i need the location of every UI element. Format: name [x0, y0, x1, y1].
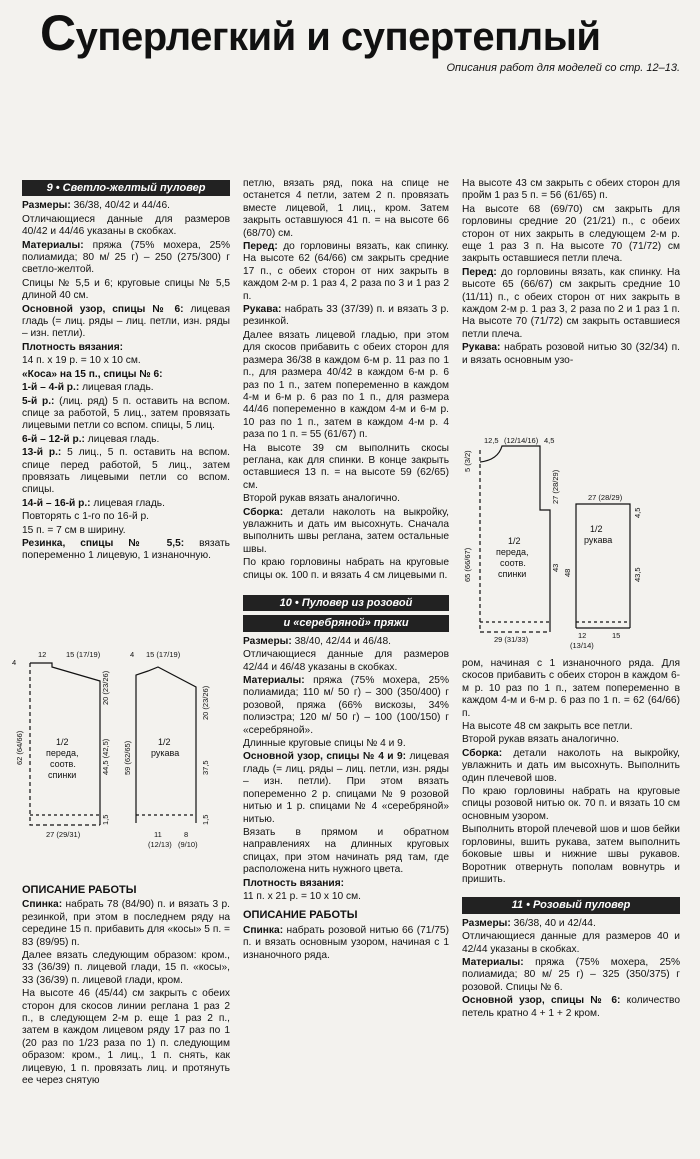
part-label: соотв.	[50, 759, 76, 769]
pattern-text: лицевая гладь (= лиц. ряды – лиц. петли, изн. ряды – изн. петли). При этом вязать попеременно 2 р. спицами № 9 розовой нитью и 1 р. спицами № 4 «серебряной» нитью.	[243, 751, 449, 825]
pattern-paragraph	[243, 751, 449, 825]
title-initial: С	[40, 5, 76, 61]
dim-text: 8	[184, 830, 189, 839]
pattern-schematic-9	[8, 645, 232, 863]
part-label: переда,	[496, 547, 529, 557]
front-paragraph	[243, 241, 449, 303]
part-label: 1/2	[56, 737, 69, 747]
row-label: 5-й р.:	[22, 395, 55, 407]
work-description-title: ОПИСАНИЕ РАБОТЫ	[22, 884, 137, 896]
assembly-paragraph	[462, 748, 680, 785]
dim-text: (9/10)	[178, 840, 198, 849]
materials-paragraph	[462, 957, 680, 994]
paragraph: петлю, вязать ряд, пока на спице не останется 4 петли, затем 2 п. провязать вместе лицевой, 1 лиц., кром. Затем закрыть оставшуюся 41 п. = на высоте 66 (68/70) см.	[243, 178, 449, 239]
row-text: (лиц. ряд) 5 п. оставить на вспом. спице за работой, 5 лиц., затем провязать лицевыми петли со вспом. спицы, 5 лиц.	[22, 395, 230, 432]
dim-text: 12,5	[484, 436, 499, 445]
pattern-label: Основной узор, спицы № 6:	[22, 303, 184, 315]
part-label: 1/2	[158, 737, 171, 747]
dim-text: 48	[563, 568, 572, 577]
dim-text: 5 (3/2)	[463, 450, 472, 472]
part-label: рукава	[584, 535, 613, 545]
dim-text: 37,5	[201, 760, 210, 775]
back-label: Спинка:	[22, 899, 63, 911]
back-label: Спинка:	[243, 924, 284, 936]
sizes-paragraph	[22, 200, 230, 212]
sizes-note: Отличающиеся данные для размеров 42/44 и 46/48 указаны в скобках.	[243, 649, 449, 673]
row-label: 6-й – 12-й р.:	[22, 433, 85, 445]
pattern-schematic-10	[458, 432, 688, 654]
needles-text: Спицы № 5,5 и 6; круговые спицы № 5,5 длиной 40 см.	[22, 277, 230, 302]
materials-text: пряжа (75% мохера, 25% полиамида; 80 м/ 25 г) – 325 (350/375) г розовой. Спицы № 6.	[462, 956, 680, 993]
paragraph: Второй рукав вязать аналогично.	[243, 493, 401, 505]
dim-text: 4	[130, 650, 135, 659]
sleeves-text: набрать 33 (37/39) п. и вязать 3 р. резинкой.	[243, 304, 449, 328]
paragraph: На высоте 48 см закрыть все петли.	[462, 721, 633, 733]
dim-text: (12/13)	[148, 840, 172, 849]
dim-text: 12	[578, 631, 587, 640]
part-label: 1/2	[508, 536, 521, 546]
page-title	[40, 5, 601, 61]
materials-paragraph	[243, 675, 449, 737]
width-text: 15 п. = 7 см в ширину.	[22, 524, 126, 536]
sizes-label: Размеры:	[243, 635, 292, 647]
model-9-heading: 9 • Светло-желтый пуловер	[22, 180, 230, 196]
paragraph: Выполнить второй плечевой шов и шов бейки горловины, вшить рукава, затем выполнить боковые швы и нижние швы рукавов. Воротник отвернуть пополам вовнутрь и пришить.	[462, 824, 680, 885]
diagram-model-9	[8, 645, 232, 863]
row-text: 5 лиц., 5 п. оставить на вспом. спице перед работой, 5 лиц., затем провязать лицевыми петли со вспом. спицы.	[22, 447, 230, 496]
materials-label: Материалы:	[462, 956, 524, 968]
needles-text: Длинные круговые спицы № 4 и 9.	[243, 738, 406, 750]
column-3-lower	[462, 658, 680, 1021]
pattern-text: количество петель кратно 4 + 1 + 2 кром.	[462, 995, 680, 1019]
dim-text: 27 (28/29)	[588, 493, 623, 502]
paragraph: Вязать в прямом и обратном направлениях на длинных круговых спицах, при этом начинать ряд там, где расположена нить нужного цвета.	[243, 826, 449, 876]
density-label: Плотность вязания:	[22, 341, 124, 353]
row-label: 1-й – 4-й р.:	[22, 382, 80, 394]
sizes-label: Размеры:	[462, 917, 511, 929]
dim-text: 15 (17/19)	[146, 650, 181, 659]
title-rest: уперлегкий и супертеплый	[75, 15, 601, 59]
front-label: Перед:	[462, 266, 497, 278]
dim-text: (12/14/16)	[504, 436, 539, 445]
sizes-paragraph	[243, 636, 449, 648]
paragraph: На высоте 46 (45/44) см закрыть с обеих сторон для скосов линии реглана 1 раз 2 п., в следующем 2-м р. еще 1 раз 2 п., затем в каждом лицевом ряду 17 раз по 1 (20 раз по 1/23 раза по 1) п. следующим образом: кром., 1 лиц., 1 п. снять, как лицевую, 1 п. провязать лиц. и протянуть ее через снятую	[22, 988, 230, 1087]
dim-text: 29 (31/33)	[494, 635, 529, 644]
column-1	[22, 178, 230, 564]
model-10-heading-line-2: и «серебряной» пряжи	[243, 615, 449, 631]
column-3	[462, 178, 680, 368]
paragraph: ром, начиная с 1 изнаночного ряда. Для скосов прибавить с обеих сторон в каждом 6-м р. 10 раз по 1 п., затем попеременно в каждом 4-м и 6-м р. 6 раз по 1 п. = 62 (64/66) п.	[462, 658, 680, 719]
row-label: 14-й – 16-й р.:	[22, 497, 91, 509]
row-13	[22, 447, 230, 497]
sizes-text: 38/40, 42/44 и 46/48.	[291, 635, 391, 647]
front-text: до горловины вязать, как спинку. На высоте 65 (66/67) см закрыть средние 10 (11/11) п., с обеих сторон от них закрыть в каждом 2-м р. 1 раз 3, 2 раза по 2 и 1 раз 1 п. На высоте 70 (71/72) см закрыть оставшиеся петли плеча.	[462, 266, 680, 340]
dim-text: 20 (23/26)	[201, 685, 210, 720]
pattern-label: Основной узор, спицы № 6:	[462, 995, 621, 1007]
rib-text: вязать попеременно 1 лицевую, 1 изнаночную.	[22, 537, 230, 562]
pattern-label: Основной узор, спицы № 4 и 9:	[243, 751, 407, 763]
materials-paragraph	[22, 240, 230, 277]
paragraph: На высоте 39 см выполнить скосы реглана, как для спинки. В конце закрыть оставшиеся 13 п. = на высоте 59 (62/65) см.	[243, 442, 449, 491]
front-paragraph	[462, 267, 680, 341]
paragraph: Второй рукав вязать аналогично.	[462, 734, 620, 746]
row-1-4	[22, 382, 230, 394]
part-label: 1/2	[590, 524, 603, 534]
dim-text: 43	[551, 563, 560, 572]
sizes-note: Отличающиеся данные для размеров 40 и 42/44 указаны в скобках.	[462, 931, 680, 955]
pattern-paragraph	[22, 304, 230, 341]
density-label: Плотность вязания:	[243, 877, 345, 889]
model-11-heading: 11 • Розовый пуловер	[462, 897, 680, 913]
materials-text: пряжа (75% мохера, 25% полиамида; 80 м/ 25 г) – 250 (275/300) г светло-желтой.	[22, 239, 230, 276]
materials-label: Материалы:	[22, 239, 84, 251]
sleeves-label: Рукава:	[243, 304, 282, 316]
row-text: лицевая гладь.	[90, 497, 165, 509]
dim-text: 27 (29/31)	[46, 830, 81, 839]
column-1-lower	[22, 878, 230, 1089]
dim-text: 62 (64/66)	[15, 730, 24, 765]
work-description-title: ОПИСАНИЕ РАБОТЫ	[243, 909, 358, 922]
dim-text: 4,5	[633, 507, 642, 518]
model-10-heading-line-1: 10 • Пуловер из розовой	[243, 595, 449, 611]
paragraph: По краю горловины набрать на круговые спицы ок. 100 п. и вязать 4 см лицевыми п.	[243, 557, 449, 581]
dim-text: 44,5 (42,5)	[101, 738, 110, 775]
pattern-text: лицевая гладь (= лиц. ряды – лиц. петли, изн. ряды – изн. петли).	[22, 303, 230, 340]
part-label: соотв.	[500, 558, 526, 568]
density-text: 14 п. х 19 р. = 10 х 10 см.	[22, 355, 141, 367]
row-text: лицевая гладь.	[84, 433, 160, 445]
back-text: набрать розовой нитью 66 (71/75) п. и вязать основным узором, начиная с 1 изнаночного ряда.	[243, 924, 449, 961]
sizes-text: 36/38, 40 и 42/44.	[510, 917, 596, 929]
column-2	[243, 178, 449, 963]
sizes-paragraph	[462, 918, 680, 930]
sleeves-paragraph	[462, 342, 680, 367]
row-5	[22, 396, 230, 433]
rib-paragraph	[22, 538, 230, 563]
assembly-text: детали наколоть на выкройку, увлажнить и дать им высохнуть. Выполнить один плечевой шов.	[462, 747, 680, 784]
paragraph: Далее вязать следующим образом: кром., 33 (36/39) п. лицевой глади, 15 п. «косы», 33 (36/39) п. лицевой глади, кром.	[22, 950, 230, 986]
back-paragraph	[243, 925, 449, 962]
dim-text: 20 (23/26)	[101, 670, 110, 705]
assembly-label: Сборка:	[243, 506, 284, 518]
back-paragraph	[22, 899, 230, 949]
paragraph: На высоте 43 см закрыть с обеих сторон для пройм 1 раз 5 п. = 56 (61/65) п.	[462, 178, 680, 202]
dim-text: 59 (62/65)	[123, 740, 132, 775]
part-label: спинки	[498, 569, 527, 579]
assembly-paragraph	[243, 507, 449, 557]
pattern-paragraph	[462, 995, 680, 1020]
sleeves-label: Рукава:	[462, 342, 501, 354]
sleeves-text: набрать розовой нитью 30 (32/34) п. и вязать основным узо-	[462, 342, 680, 366]
page-subtitle: Описания работ для моделей со стр. 12–13.	[446, 62, 680, 74]
materials-text: пряжа (75% мохера, 25% полиамида; 110 м/ 50 г) – 300 (350/400) г розовой, пряжа (66% вискозы, 34% полиэстра; 120 м/ 50 г) – 100 (100/150) г «серебряной».	[243, 675, 449, 736]
front-label: Перед:	[243, 241, 278, 253]
dim-text: 1,5	[201, 814, 210, 825]
back-text: набрать 78 (84/90) п. и вязать 3 р. резинкой, при этом в последнем ряду на середине 15 п. прибавить для «косы» 5 п. = 83 (89/95) п.	[22, 899, 230, 948]
assembly-label: Сборка:	[462, 747, 503, 759]
diagram-model-10	[458, 432, 688, 654]
row-14-16	[22, 498, 230, 510]
paragraph: На высоте 68 (69/70) см закрыть для горловины средние 20 (21/21) п., с обеих сторон от них закрыть в следующем 2-м р. еще 1 раз 3 п. На высоте 70 (71/72) см закрыть оставшиеся петли плеча.	[462, 203, 680, 265]
dim-text: 15	[612, 631, 621, 640]
dim-text: 43,5	[633, 567, 642, 582]
paragraph: Далее вязать лицевой гладью, при этом для скосов прибавить с обеих сторон для размера 36/38 в каждом 6-м р. 11 раз по 1 п., для размера 40/42 в каждом 6-м р. 6 раз по 1 п., затем попеременно в каждом 4-м и 6-м р. 6 раз по 1 п., для размера 44/46 попеременно в каждом 4-м и 6-м р. 10 раз по 1 п., затем в каждом 4-м р. 4 раза по 1 п. = 55 (61/67) п.	[243, 329, 449, 441]
dim-text: 27 (28/29)	[551, 469, 560, 504]
part-label: рукава	[151, 748, 180, 758]
assembly-text: детали наколоть на выкройку, увлажнить и дать им высохнуть. Сначала выполнить швы реглана, затем остальные швы.	[243, 506, 449, 555]
repeat-text: Повторять с 1-го по 16-й р.	[22, 511, 149, 523]
rib-label: Резинка, спицы № 5,5:	[22, 537, 185, 549]
row-6-12	[22, 434, 230, 446]
materials-label: Материалы:	[243, 675, 305, 687]
dim-text: 65 (66/67)	[463, 547, 472, 582]
kosa-label: «Коса» на 15 п., спицы № 6:	[22, 368, 163, 380]
dim-text: 15 (17/19)	[66, 650, 101, 659]
dim-text: 4	[12, 658, 17, 667]
sleeves-paragraph	[243, 304, 449, 329]
density-text: 11 п. х 21 р. = 10 х 10 см.	[243, 890, 361, 902]
dim-text: 4,5	[544, 436, 555, 445]
front-text: до горловины вязать, как спинку. На высоте 62 (64/66) см закрыть средние 17 п., с обеих сторон от них закрыть в каждом 2-м р. 1 раз 4, 2 раза по 3 и 1 раз 2 п.	[243, 241, 449, 302]
row-label: 13-й р.:	[22, 447, 62, 459]
sizes-text: 36/38, 40/42 и 44/46.	[70, 200, 170, 212]
dim-text: 12	[38, 650, 47, 659]
dim-text: 1,5	[101, 814, 110, 825]
row-text: лицевая гладь.	[79, 382, 154, 394]
paragraph: По краю горловины набрать на круговые спицы розовой нитью ок. 70 п. и вязать 10 см основным узором.	[462, 786, 680, 822]
sizes-label: Размеры:	[22, 200, 71, 212]
dim-text: (13/14)	[570, 641, 594, 650]
dim-text: 11	[154, 830, 162, 839]
part-label: переда,	[46, 748, 79, 758]
part-label: спинки	[48, 770, 77, 780]
sizes-note: Отличающиеся данные для размеров 40/42 и 44/46 указаны в скобках.	[22, 213, 230, 238]
